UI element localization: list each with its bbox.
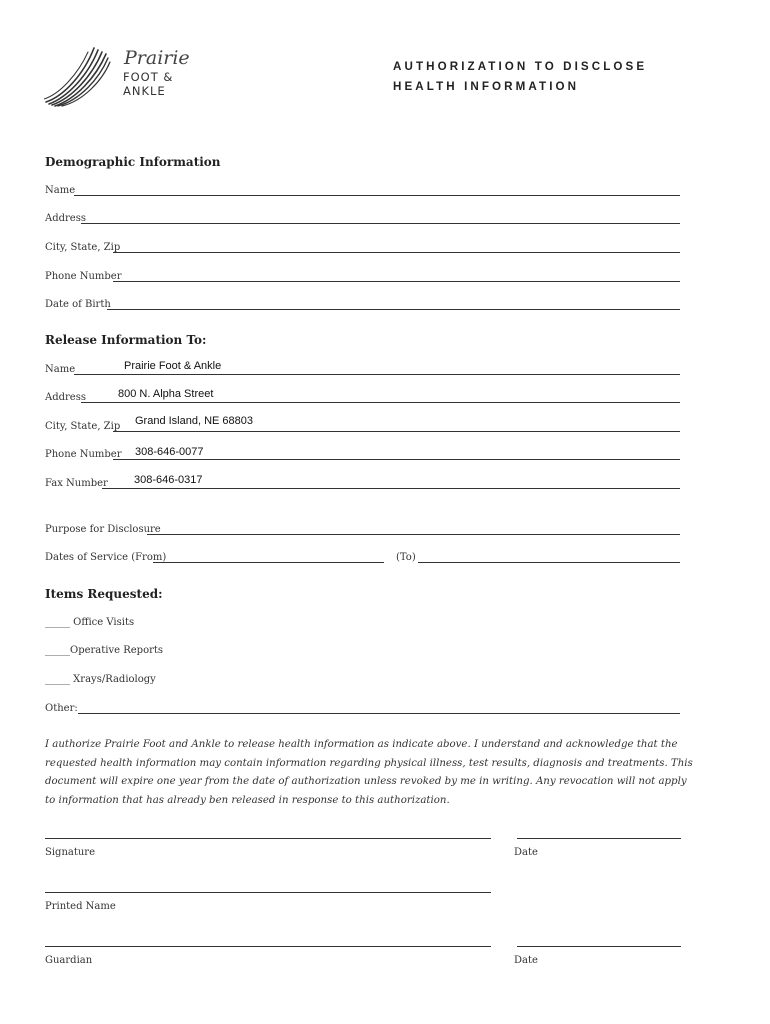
release-phone-line xyxy=(113,459,680,460)
item-office-visits[interactable]: _____ Office Visits xyxy=(45,617,135,628)
dates-from-field[interactable] xyxy=(157,547,382,561)
guardian-label: Guardian xyxy=(45,955,93,966)
release-name-field[interactable] xyxy=(124,359,678,373)
release-city-field[interactable] xyxy=(135,414,678,428)
demo-phone-line xyxy=(113,281,680,282)
other-field[interactable] xyxy=(82,698,678,712)
purpose-line xyxy=(147,534,680,535)
dates-from-label: Dates of Service (From) xyxy=(45,552,167,563)
signature-date-label: Date xyxy=(514,847,538,858)
logo-subtitle: FOOT & ANKLE xyxy=(123,70,174,98)
item-xrays[interactable]: _____ Xrays/Radiology xyxy=(45,674,156,685)
demo-city-field[interactable] xyxy=(117,237,678,251)
demo-city-label: City, State, Zip xyxy=(45,242,121,253)
purpose-label: Purpose for Disclosure xyxy=(45,524,161,535)
release-name-label: Name xyxy=(45,364,76,375)
authorization-statement: I authorize Prairie Foot and Ankle to release health information as indicate above. I understand and acknowledge that the requested health information may contain information regarding physical illness, test results, diagnosis and treatments. This document will expire one year from the date of authorization unless revoked by me in writing. Any revocation will not apply to information that has already ben released in response to this authorization. xyxy=(45,739,693,806)
item-operative-reports[interactable]: _____Operative Reports xyxy=(45,645,164,656)
release-heading: Release Information To: xyxy=(45,333,207,347)
logo-swoosh-icon xyxy=(44,44,116,108)
release-phone-label: Phone Number xyxy=(45,449,122,460)
demo-phone-field[interactable] xyxy=(117,266,678,280)
logo xyxy=(44,44,214,108)
demo-address-line xyxy=(81,223,680,224)
demographic-heading: Demographic Information xyxy=(45,155,221,169)
items-heading: Items Requested: xyxy=(45,587,163,601)
signature-line[interactable] xyxy=(45,838,491,839)
other-label: Other: xyxy=(45,703,78,714)
release-fax-line xyxy=(102,488,680,489)
printed-name-line[interactable] xyxy=(45,892,491,893)
title-line-2: HEALTH INFORMATION xyxy=(393,80,580,93)
release-name-line xyxy=(74,374,680,375)
demo-phone-label: Phone Number xyxy=(45,271,122,282)
other-line xyxy=(78,713,680,714)
demo-name-field[interactable] xyxy=(78,180,678,194)
dates-to-label: (To) xyxy=(396,552,416,563)
dates-to-line xyxy=(418,562,680,563)
guardian-date-label: Date xyxy=(514,955,538,966)
signature-date-line[interactable] xyxy=(517,838,681,839)
release-address-line xyxy=(81,402,680,403)
demo-dob-line xyxy=(107,309,680,310)
demo-address-label: Address xyxy=(45,213,86,224)
printed-name-label: Printed Name xyxy=(45,901,116,912)
demo-dob-field[interactable] xyxy=(111,294,678,308)
signature-label: Signature xyxy=(45,847,96,858)
demo-address-field[interactable] xyxy=(85,208,678,222)
dates-to-field[interactable] xyxy=(422,547,678,561)
guardian-line[interactable] xyxy=(45,946,491,947)
release-fax-label: Fax Number xyxy=(45,478,108,489)
demo-dob-label: Date of Birth xyxy=(45,299,111,310)
release-address-label: Address xyxy=(45,392,86,403)
demo-name-label: Name xyxy=(45,185,76,196)
release-phone-field[interactable] xyxy=(135,445,678,459)
dates-from-line xyxy=(153,562,384,563)
release-city-label: City, State, Zip xyxy=(45,421,121,432)
release-address-field[interactable] xyxy=(118,387,678,401)
demo-name-line xyxy=(74,195,680,196)
guardian-date-line[interactable] xyxy=(517,946,681,947)
purpose-field[interactable] xyxy=(151,519,678,533)
title-line-1: AUTHORIZATION TO DISCLOSE xyxy=(393,60,648,73)
release-fax-field[interactable] xyxy=(134,473,678,487)
release-city-line xyxy=(113,431,680,432)
demo-city-line xyxy=(113,252,680,253)
logo-script-text: Prairie xyxy=(124,47,190,69)
document-title xyxy=(393,57,647,97)
